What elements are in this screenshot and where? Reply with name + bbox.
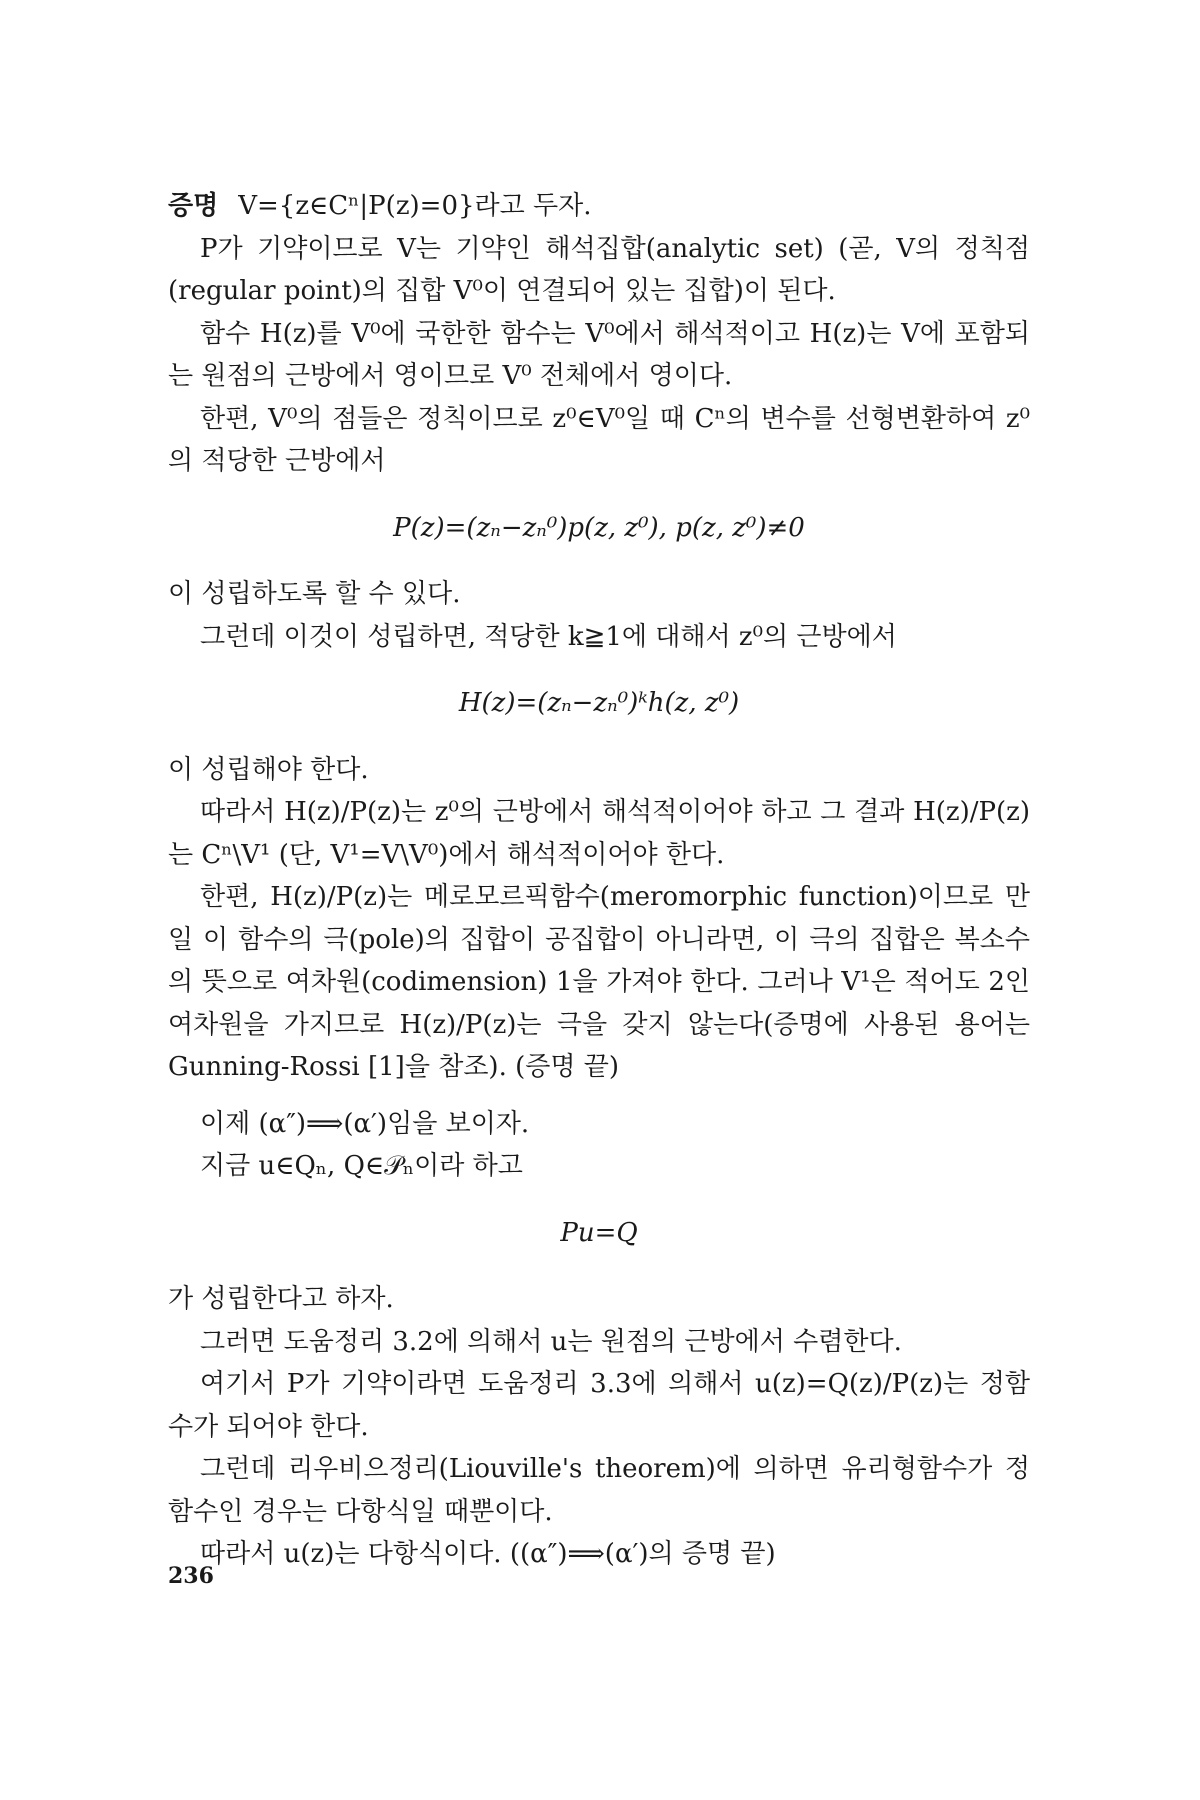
paragraph: 지금 u∈Qₙ, Q∈𝒫ₙ이라 하고 — [200, 1151, 523, 1181]
paragraph: 이 성립해야 한다. — [168, 754, 369, 785]
page-number: 236 — [168, 1563, 214, 1589]
paragraph: 따라서 H(z)/P(z)는 z⁰의 근방에서 해석적이어야 하고 그 결과 H(z)/P(z)는 Cⁿ\V¹ (단, V¹=V\V⁰)에서 해석적이어야 한다. — [168, 797, 1030, 870]
paragraph: 한편, H(z)/P(z)는 메로모르픽함수(meromorphic function)이므로 만일 이 함수의 극(pole)의 집합이 공집합이 아니라면, 이 극의 집합은 복소수의 뜻으로 여차원(codimension) 1을 가져야 한다. 그러나 V¹은 적어도 2인 여차원을 가지므로 H(z)/P(z)는 극을 갖지 않는다(증명에 사용된 용어는 Gunning-Rossi [1]을 참조). (증명 끝) — [168, 882, 1030, 1082]
paragraph: P가 기약이므로 V는 기약인 해석집합(analytic set) (곧, V의 정칙점(regular point)의 집합 V⁰이 연결되어 있는 집합)이 된다. — [168, 233, 1030, 306]
equation-3: Pu=Q — [560, 1217, 638, 1248]
proof-heading: 증명 — [168, 191, 219, 221]
paragraph: 따라서 u(z)는 다항식이다. ((α″)⟹(α′)의 증명 끝) — [200, 1539, 776, 1569]
paragraph: 가 성립한다고 하자. — [168, 1284, 394, 1314]
paragraph: 그런데 이것이 성립하면, 적당한 k≧1에 대해서 z⁰의 근방에서 — [200, 621, 897, 652]
paragraph: 그러면 도움정리 3.2에 의해서 u는 원점의 근방에서 수렴한다. — [200, 1326, 902, 1357]
proof-line: V={z∈Cⁿ|P(z)=0}라고 두자. — [238, 191, 592, 221]
proof-start — [168, 185, 1030, 228]
page-body — [168, 185, 1030, 1576]
paragraph: 한편, V⁰의 점들은 정칙이므로 z⁰∈V⁰일 때 Cⁿ의 변수를 선형변환하여 z⁰의 적당한 근방에서 — [168, 403, 1030, 476]
equation-2: H(z)=(zₙ−zₙ⁰)ᵏh(z, z⁰) — [458, 688, 740, 718]
paragraph: 이 성립하도록 할 수 있다. — [168, 579, 461, 609]
paragraph: 그런데 리우비으정리(Liouville's theorem)에 의하면 유리형함수가 정함수인 경우는 다항식일 때뿐이다. — [168, 1454, 1030, 1527]
paragraph: 이제 (α″)⟹(α′)임을 보이자. — [200, 1108, 530, 1139]
equation-1: P(z)=(zₙ−zₙ⁰)p(z, z⁰), p(z, z⁰)≠0 — [393, 512, 805, 543]
paragraph: 함수 H(z)를 V⁰에 국한한 함수는 V⁰에서 해석적이고 H(z)는 V에 포함되는 원점의 근방에서 영이므로 V⁰ 전체에서 영이다. — [168, 318, 1030, 391]
paragraph: 여기서 P가 기약이라면 도움정리 3.3에 의해서 u(z)=Q(z)/P(z)는 정함수가 되어야 한다. — [168, 1369, 1030, 1442]
